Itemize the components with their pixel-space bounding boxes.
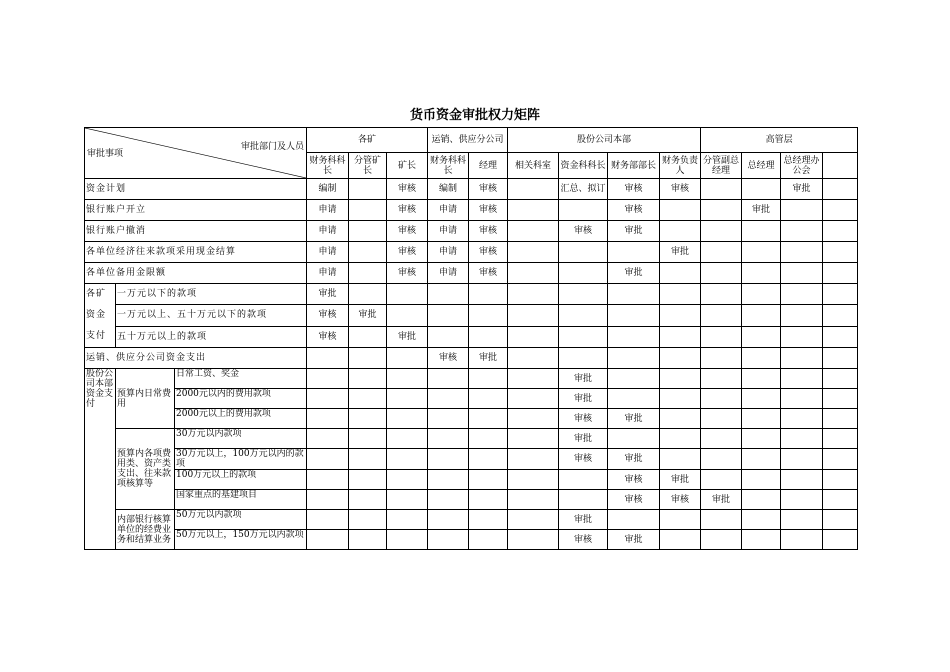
matrix-cell (781, 389, 823, 409)
corner-top-label: 审批部门及人员 (241, 142, 305, 152)
matrix-cell (349, 221, 387, 242)
matrix-cell: 申请 (307, 263, 349, 284)
matrix-cell (349, 389, 387, 409)
matrix-cell: 审核 (559, 530, 608, 550)
matrix-cell (387, 429, 428, 449)
matrix-cell (469, 490, 508, 510)
matrix-cell (823, 221, 858, 242)
matrix-cell (307, 449, 349, 470)
matrix-row (85, 284, 858, 305)
matrix-cell (508, 429, 559, 449)
matrix-cell (742, 510, 781, 530)
matrix-cell (559, 263, 608, 284)
row-label: 一万元以上、五十万元以下的款项 (116, 305, 307, 326)
matrix-cell: 审批 (660, 470, 701, 490)
matrix-cell (349, 510, 387, 530)
matrix-cell: 审核 (387, 221, 428, 242)
matrix-cell (701, 200, 742, 221)
matrix-cell (823, 470, 858, 490)
matrix-cell (307, 530, 349, 550)
matrix-cell (660, 389, 701, 409)
row-label: 运销、供应分公司资金支出 (85, 348, 307, 369)
matrix-row (85, 369, 858, 389)
matrix-cell (428, 490, 469, 510)
matrix-cell (660, 305, 701, 326)
row-label: 日常工资、奖金 (175, 369, 307, 389)
matrix-cell (823, 449, 858, 470)
column-header: 相关科室 (508, 153, 559, 179)
row-label: 30万元以上，100万元以内的款项 (175, 449, 307, 470)
matrix-cell: 审核 (387, 179, 428, 200)
matrix-cell: 汇总、拟订 (559, 179, 608, 200)
matrix-cell (742, 490, 781, 510)
matrix-cell (387, 510, 428, 530)
matrix-cell (387, 284, 428, 305)
matrix-cell: 审核 (469, 263, 508, 284)
matrix-cell: 申请 (428, 242, 469, 263)
matrix-cell (469, 369, 508, 389)
matrix-cell: 审批 (559, 429, 608, 449)
matrix-cell (508, 179, 559, 200)
matrix-cell (823, 284, 858, 305)
row-label: 50万元以上，150万元以内款项 (175, 530, 307, 550)
matrix-cell (349, 326, 387, 347)
matrix-cell (469, 449, 508, 470)
matrix-cell (608, 305, 660, 326)
matrix-row (85, 263, 858, 284)
matrix-cell (701, 326, 742, 347)
matrix-cell (387, 449, 428, 470)
matrix-cell (701, 179, 742, 200)
matrix-cell (349, 470, 387, 490)
matrix-cell (349, 242, 387, 263)
matrix-cell (349, 369, 387, 389)
matrix-cell (701, 263, 742, 284)
matrix-cell (428, 530, 469, 550)
matrix-cell (823, 530, 858, 550)
matrix-cell (781, 200, 823, 221)
matrix-cell (608, 429, 660, 449)
matrix-cell (608, 348, 660, 369)
matrix-cell: 审批 (307, 284, 349, 305)
matrix-cell (387, 490, 428, 510)
matrix-cell (559, 200, 608, 221)
matrix-cell: 编制 (428, 179, 469, 200)
matrix-cell (781, 326, 823, 347)
matrix-row (85, 409, 858, 429)
matrix-cell (823, 369, 858, 389)
hq-payment-group-label: 股份公司本部资金支付 (85, 369, 116, 550)
matrix-cell: 审核 (387, 263, 428, 284)
sub-group-internal-bank: 内部银行核算单位的经费业务和结算业务 (116, 510, 175, 550)
matrix-cell: 审批 (608, 449, 660, 470)
matrix-cell (701, 305, 742, 326)
matrix-cell (823, 490, 858, 510)
matrix-cell (349, 530, 387, 550)
matrix-cell (428, 429, 469, 449)
matrix-cell: 审批 (349, 305, 387, 326)
matrix-cell (660, 530, 701, 550)
header-row-groups (85, 128, 858, 153)
matrix-row (85, 305, 858, 326)
column-header: 矿长 (387, 153, 428, 179)
matrix-row (85, 389, 858, 409)
matrix-cell (660, 348, 701, 369)
matrix-cell (387, 305, 428, 326)
matrix-cell (307, 429, 349, 449)
matrix-cell (742, 348, 781, 369)
matrix-cell (559, 490, 608, 510)
matrix-cell (701, 348, 742, 369)
column-header: 财务负责人 (660, 153, 701, 179)
matrix-cell (781, 449, 823, 470)
matrix-cell (660, 284, 701, 305)
matrix-cell: 审批 (559, 510, 608, 530)
matrix-row (85, 200, 858, 221)
matrix-cell (781, 242, 823, 263)
matrix-cell (349, 409, 387, 429)
matrix-cell: 审核 (469, 200, 508, 221)
matrix-cell (428, 305, 469, 326)
mine-payment-group-label: 各矿资金支付 (85, 284, 116, 348)
matrix-cell: 审批 (660, 242, 701, 263)
matrix-cell: 审核 (387, 200, 428, 221)
matrix-cell: 审核 (608, 470, 660, 490)
matrix-cell (781, 409, 823, 429)
matrix-cell (508, 200, 559, 221)
corner-bottom-label: 审批事项 (87, 149, 124, 159)
matrix-cell: 审批 (701, 490, 742, 510)
matrix-cell (823, 389, 858, 409)
matrix-cell (701, 389, 742, 409)
sub-group-budget-items: 预算内各项费用类、资产类支出、往来款项核算等 (116, 429, 175, 510)
matrix-cell (469, 389, 508, 409)
row-label: 2000元以内的费用款项 (175, 389, 307, 409)
matrix-cell (742, 429, 781, 449)
matrix-cell (660, 263, 701, 284)
matrix-cell (428, 409, 469, 429)
matrix-cell (559, 348, 608, 369)
row-label: 2000元以上的费用款项 (175, 409, 307, 429)
matrix-cell: 审核 (559, 449, 608, 470)
matrix-cell: 申请 (428, 263, 469, 284)
matrix-cell (781, 429, 823, 449)
matrix-cell (508, 263, 559, 284)
matrix-cell (701, 284, 742, 305)
matrix-cell (387, 348, 428, 369)
matrix-row (85, 348, 858, 369)
matrix-cell: 审批 (608, 263, 660, 284)
matrix-cell (307, 470, 349, 490)
row-label: 五十万元以上的款项 (116, 326, 307, 347)
matrix-cell: 审核 (469, 179, 508, 200)
matrix-cell (559, 326, 608, 347)
matrix-cell (387, 530, 428, 550)
matrix-row (85, 179, 858, 200)
matrix-cell (307, 490, 349, 510)
matrix-cell (349, 200, 387, 221)
matrix-cell: 审核 (307, 326, 349, 347)
matrix-cell (742, 389, 781, 409)
matrix-cell: 审核 (387, 242, 428, 263)
matrix-cell: 申请 (428, 200, 469, 221)
matrix-cell (608, 510, 660, 530)
row-label: 50万元以内款项 (175, 510, 307, 530)
matrix-cell (742, 179, 781, 200)
matrix-cell (469, 510, 508, 530)
matrix-cell (660, 369, 701, 389)
matrix-cell (781, 510, 823, 530)
matrix-cell (469, 305, 508, 326)
matrix-cell (469, 284, 508, 305)
matrix-cell (608, 326, 660, 347)
matrix-cell (508, 409, 559, 429)
column-header: 分管副总经理 (701, 153, 742, 179)
column-header: 财务科科长 (307, 153, 349, 179)
matrix-row (85, 429, 858, 449)
matrix-cell (349, 490, 387, 510)
matrix-cell (508, 389, 559, 409)
matrix-cell: 审批 (608, 221, 660, 242)
matrix-cell (701, 530, 742, 550)
matrix-cell (660, 409, 701, 429)
matrix-cell: 审批 (469, 348, 508, 369)
column-header: 总经理办公会 (781, 153, 823, 179)
matrix-cell (781, 470, 823, 490)
matrix-cell (701, 409, 742, 429)
matrix-cell: 审核 (428, 348, 469, 369)
group-executives: 高管层 (701, 128, 858, 153)
matrix-cell (508, 510, 559, 530)
group-sales-supply: 运销、供应分公司 (428, 128, 508, 153)
matrix-cell: 审批 (608, 530, 660, 550)
matrix-cell: 审核 (608, 179, 660, 200)
matrix-row (85, 510, 858, 530)
matrix-cell (823, 326, 858, 347)
group-hq: 股份公司本部 (508, 128, 701, 153)
matrix-cell (701, 470, 742, 490)
matrix-cell (823, 409, 858, 429)
matrix-cell (742, 530, 781, 550)
matrix-cell (428, 470, 469, 490)
matrix-cell (823, 179, 858, 200)
matrix-cell (742, 449, 781, 470)
row-label: 银行账户开立 (85, 200, 307, 221)
matrix-cell (387, 369, 428, 389)
matrix-cell (307, 369, 349, 389)
matrix-cell (428, 510, 469, 530)
row-label: 资金计划 (85, 179, 307, 200)
row-label: 各单位备用金限额 (85, 263, 307, 284)
matrix-cell (701, 449, 742, 470)
matrix-cell (781, 490, 823, 510)
matrix-cell (701, 369, 742, 389)
matrix-cell: 编制 (307, 179, 349, 200)
matrix-cell (508, 221, 559, 242)
matrix-cell: 审核 (608, 490, 660, 510)
column-header: 分管矿长 (349, 153, 387, 179)
column-header: 经理 (469, 153, 508, 179)
matrix-cell (428, 326, 469, 347)
matrix-cell (660, 326, 701, 347)
matrix-row (85, 470, 858, 490)
matrix-cell (701, 429, 742, 449)
row-label: 国家重点的基建项目 (175, 490, 307, 510)
matrix-cell (508, 326, 559, 347)
matrix-row (85, 490, 858, 510)
matrix-cell (559, 284, 608, 305)
matrix-cell: 申请 (307, 200, 349, 221)
matrix-cell (307, 348, 349, 369)
matrix-cell (307, 510, 349, 530)
column-header: 财务部部长 (608, 153, 660, 179)
matrix-cell (469, 326, 508, 347)
matrix-cell (608, 284, 660, 305)
matrix-cell (559, 242, 608, 263)
matrix-cell (701, 221, 742, 242)
matrix-cell (387, 470, 428, 490)
matrix-cell (823, 510, 858, 530)
matrix-cell (349, 179, 387, 200)
matrix-cell (742, 326, 781, 347)
matrix-cell (823, 305, 858, 326)
matrix-cell (781, 305, 823, 326)
row-label: 一万元以下的款项 (116, 284, 307, 305)
matrix-row (85, 221, 858, 242)
matrix-cell (559, 305, 608, 326)
group-mine: 各矿 (307, 128, 428, 153)
matrix-cell (742, 221, 781, 242)
matrix-cell (349, 263, 387, 284)
column-header: 财务科科长 (428, 153, 469, 179)
matrix-cell (742, 369, 781, 389)
matrix-cell (823, 263, 858, 284)
matrix-row (85, 242, 858, 263)
matrix-cell (349, 429, 387, 449)
matrix-cell (508, 449, 559, 470)
matrix-cell: 审核 (559, 409, 608, 429)
matrix-cell: 审核 (469, 242, 508, 263)
matrix-cell: 审核 (559, 221, 608, 242)
matrix-cell (660, 510, 701, 530)
matrix-cell (742, 284, 781, 305)
matrix-cell (781, 284, 823, 305)
matrix-cell (508, 530, 559, 550)
matrix-cell (701, 242, 742, 263)
matrix-cell: 审核 (608, 200, 660, 221)
matrix-cell (559, 470, 608, 490)
matrix-cell: 申请 (428, 221, 469, 242)
row-label: 100万元以上的款项 (175, 470, 307, 490)
page-title: 货币资金审批权力矩阵 (409, 108, 540, 123)
matrix-cell (823, 200, 858, 221)
matrix-cell: 审批 (781, 179, 823, 200)
matrix-cell (781, 221, 823, 242)
matrix-cell: 审批 (387, 326, 428, 347)
matrix-cell: 审批 (742, 200, 781, 221)
matrix-cell: 审核 (660, 490, 701, 510)
matrix-cell (349, 284, 387, 305)
matrix-cell (508, 369, 559, 389)
matrix-cell (508, 305, 559, 326)
matrix-cell (387, 389, 428, 409)
column-header: 资金科科长 (559, 153, 608, 179)
matrix-row (85, 530, 858, 550)
column-header: 总经理 (742, 153, 781, 179)
matrix-cell (742, 263, 781, 284)
matrix-cell (660, 449, 701, 470)
matrix-cell: 申请 (307, 242, 349, 263)
matrix-cell (742, 242, 781, 263)
matrix-cell (349, 449, 387, 470)
matrix-cell (469, 470, 508, 490)
row-label: 各单位经济往来款项采用现金结算 (85, 242, 307, 263)
matrix-cell (508, 470, 559, 490)
matrix-cell (823, 242, 858, 263)
matrix-cell (349, 348, 387, 369)
matrix-cell (508, 284, 559, 305)
matrix-cell: 审批 (559, 369, 608, 389)
matrix-cell: 审核 (307, 305, 349, 326)
matrix-cell (608, 242, 660, 263)
matrix-cell: 申请 (307, 221, 349, 242)
matrix-cell: 审批 (608, 409, 660, 429)
matrix-cell (781, 348, 823, 369)
matrix-cell: 审批 (559, 389, 608, 409)
matrix-cell (660, 200, 701, 221)
matrix-cell (307, 389, 349, 409)
approval-matrix-table (84, 127, 858, 550)
matrix-cell (469, 429, 508, 449)
matrix-cell (823, 429, 858, 449)
matrix-cell (781, 530, 823, 550)
matrix-cell (387, 409, 428, 429)
matrix-cell (469, 409, 508, 429)
matrix-cell (660, 429, 701, 449)
matrix-cell (608, 369, 660, 389)
matrix-cell: 审核 (469, 221, 508, 242)
matrix-cell (823, 348, 858, 369)
matrix-cell (742, 409, 781, 429)
matrix-cell (508, 348, 559, 369)
matrix-row (85, 449, 858, 470)
matrix-cell (428, 284, 469, 305)
matrix-cell (742, 305, 781, 326)
matrix-cell (428, 369, 469, 389)
row-label: 银行账户撤消 (85, 221, 307, 242)
sub-group-daily-expenses: 预算内日常费用 (116, 369, 175, 429)
matrix-cell (781, 263, 823, 284)
matrix-cell (469, 530, 508, 550)
header-corner (85, 128, 307, 179)
matrix-cell (428, 389, 469, 409)
matrix-cell (508, 242, 559, 263)
matrix-cell (781, 369, 823, 389)
matrix-cell: 审核 (660, 179, 701, 200)
matrix-cell (742, 470, 781, 490)
matrix-cell (508, 490, 559, 510)
row-label: 30万元以内款项 (175, 429, 307, 449)
matrix-row (85, 326, 858, 347)
matrix-cell (608, 389, 660, 409)
matrix-cell (428, 449, 469, 470)
matrix-cell (701, 510, 742, 530)
matrix-cell (660, 221, 701, 242)
matrix-cell (307, 409, 349, 429)
